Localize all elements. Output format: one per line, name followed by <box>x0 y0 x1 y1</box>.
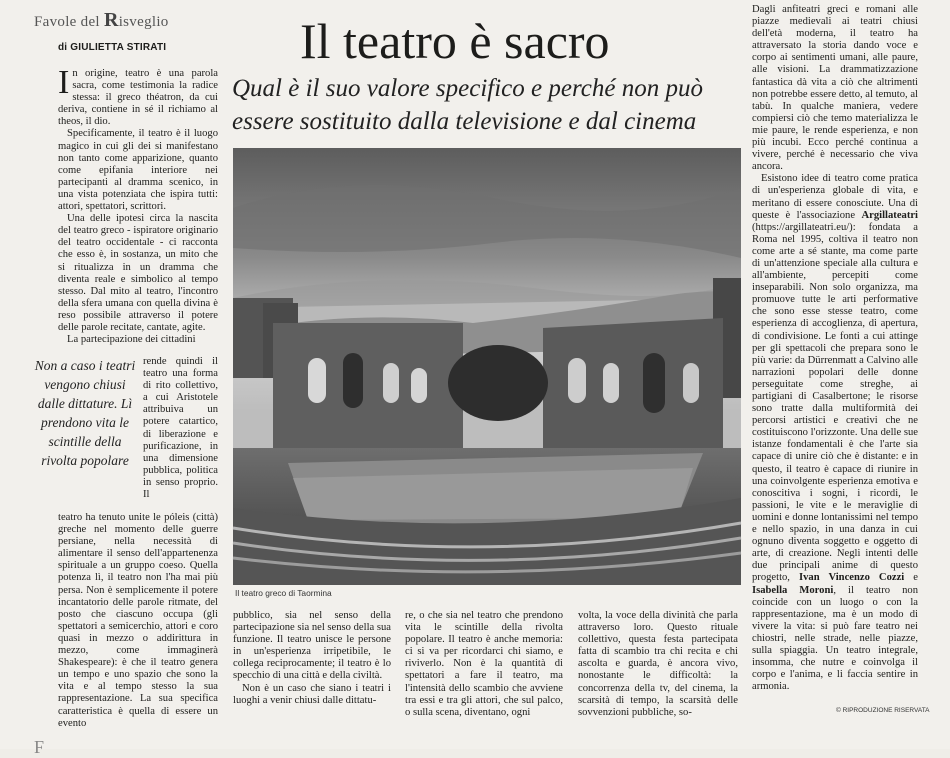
next-article-letter: F <box>34 737 45 757</box>
text-run: e <box>904 572 918 584</box>
rubric-part3: isveglio <box>118 14 169 30</box>
paragraph <box>752 173 918 693</box>
paragraph: Una delle ipotesi circa la nascita del teatro greco - ispiratore originario del teatro occidentale - ci racconta che esso è, in sostanza, un mito che si ritualizza in un dramma che diventa reale e simbolico al tempo stesso. Dal mito al teatro, l'incontro della sfera umana con quella divina è reso possibile attraverso il potere delle parole recitate, cantate, agite. <box>58 213 218 333</box>
rubric-part1: Favole del <box>34 14 104 30</box>
subheadline: Qual è il suo valore specifico e perché non può essere sostituito dalla televisione e dal cinema <box>232 75 703 135</box>
text-run: , il teatro non coincide con un luogo o con la rappresentazione, ma è un modo di vivere la vita: si può fare teatro nei chiostri, nelle strade, nelle piazze, sulla spiaggia. Un teatro integrale, insomma, che nutre e coinvolga il corpo e l'anima, e li faccia sentire in armonia. <box>752 584 918 693</box>
article-column-3 <box>405 610 563 722</box>
paragraph: pubblico, sia nel senso della partecipazione sia nel senso della sua funzione. Il teatro unisce le persone in un'esperienza irripetibile, le collega reciprocamente; il teatro è lo specchio di una città e della civiltà. <box>233 610 391 682</box>
pull-quote: Non a caso i teatri vengono chiusi dalle dittature. Lì prendono vita le scintille della rivolta popolare <box>34 358 136 468</box>
photo-caption: Il teatro greco di Taormina <box>235 588 332 598</box>
person-name: Ivan Vincenzo Cozzi <box>799 572 905 584</box>
paragraph: Dagli anfiteatri greci e romani alle piazze medievali ai teatri chiusi dell'età moderna, il teatro ha attraversato la storia dando voce e corpo ai sentimenti umani, alle paure, alle visioni. La drammatizzazione fantastica dà vita a ciò che altrimenti non potrebbe essere detto, al temuto, al tabù. In qualche maniera, vedere compiersi ciò che temo materializza le mie paure, le rende esperienza, e non più incubi. Ecco perché continua a vivere, perché è necessario che viva ancora. <box>752 4 918 173</box>
article-column-4 <box>578 610 738 722</box>
paragraph: La partecipazione dei cittadini <box>67 334 196 346</box>
person-name: Isabella Moroni <box>752 584 834 596</box>
text-run: (https://argillateatri.eu/): fondata a Roma nel 1995, coltiva il teatro non come arte a sé stante, ma come parte di un'attenzione speciale alla cultura e all'ambiente, percepiti come inseparabili. Non solo organizza, ma promuove tutte le arti performative che sono esse stesse teatro, come esperienza di accoglienza, di apertura, di condivisione. Le fonti a cui attinge per gli spettacoli che prepara sono le più varie: da Dürrenmatt a Calvino alle narrazioni popolari delle donne perseguitate come streghe, ai partigiani di Casalbertone; le risorse sono tratte dalla multiformità dei percorsi artistici e creativi che ne costituiscono l'orizzonte. Una delle sue istanze fondamentali è che l'arte sia capace di unire ciò che è distante: e in questo, il teatro è capace di riunire in una coinvolgente esperienza emotiva e conoscitiva i sogni, i ricordi, le passioni, le vite e le meraviglie di uomini e donne lontanissimi nel tempo e nello spazio, in una danza in cui ognuno diventa soggetto e oggetto di arte, di creazione. Negli intenti delle due principali anime di questo progetto, <box>752 221 918 584</box>
paragraph: n origine, teatro è una parola sacra, come testimonia la radice stessa: il greco théatron, da cui deriva, contiene in sé il richiamo al theos, il dio. <box>58 68 218 128</box>
copyright-note: © RIPRODUZIONE RISERVATA <box>836 707 930 714</box>
text-run: Esistono idee di teatro come pratica di un'esperienza globale di vita, e meritano di essere conosciute. Una di queste è l'associazione <box>752 173 918 221</box>
section-rubric <box>34 9 169 32</box>
article-column-1-narrow <box>143 356 218 512</box>
article-column-1 <box>58 64 218 354</box>
article-column-1-bottom <box>58 512 218 729</box>
paragraph: teatro ha tenuto unite le póleis (città) greche nel momento delle guerre persiane, nella necessità di alimentare il senso dell'appartenenza spirituale a un gruppo coeso. Quella potenza lì, il teatro non l'ha mai più persa. Non è semplicemente il potere incantatorio delle parole ritmate, del posto che ciascuno occupa (gli spettatori a semicerchio, attori e coro quasi in mezzo o addirittura in mezzo, come immaginerà Shakespeare): è che il teatro genera un tempo e uno spazio che sono la vita e al tempo stesso la sua rappresentazione. La sua specifica caratteristica è quella di essere un evento <box>58 512 218 729</box>
theatre-photo <box>233 148 741 585</box>
article-column-2 <box>233 610 391 722</box>
paragraph: Non è un caso che siano i teatri i luoghi a venir chiusi dalle dittatu- <box>233 682 391 706</box>
paragraph: re, o che sia nel teatro che prendono vita le scintille della rivolta popolare. Il teatro è anche memoria: ci si va per ricordarci chi siamo, e riviverlo. Non è la quantità di spettatori a fare il teatro, ma l'intensità dello scambio che avviene tra essi e tra gli attori, che sul palco, o sulla scena, diventano, ogni <box>405 610 563 718</box>
paragraph: volta, la voce della divinità che parla attraverso loro. Questo rituale collettivo, questa festa partecipata fatta di scambio tra chi recita e chi ascolta e guarda, è ancora vivo, nonostante le difficoltà: la concorrenza della tv, del cinema, la scarsità di tempo, la scarsità delle sovvenzioni pubbliche, so- <box>578 610 738 718</box>
drop-cap: I <box>58 64 70 101</box>
headline: Il teatro è sacro <box>300 13 610 69</box>
paragraph: rende quindi il teatro una forma di rito collettivo, a cui Aristotele attribuiva un potere catartico, di liberazione e purificazione, in una dimensione pubblica, politica in senso proprio. Il <box>143 356 218 501</box>
article-column-5 <box>752 4 918 704</box>
rubric-initial: R <box>103 9 119 31</box>
organization-name: Argillateatri <box>861 209 918 221</box>
paragraph: Specificamente, il teatro è il luogo magico in cui gli dei si manifestano non tanto come apparizione, quanto come epifania interiore nei partecipanti al dramma scenico, in una vista potenziata che ispira tutti: attori, spettatori, scrittori. <box>58 128 218 213</box>
author-byline: di GIULIETTA STIRATI <box>58 42 167 53</box>
